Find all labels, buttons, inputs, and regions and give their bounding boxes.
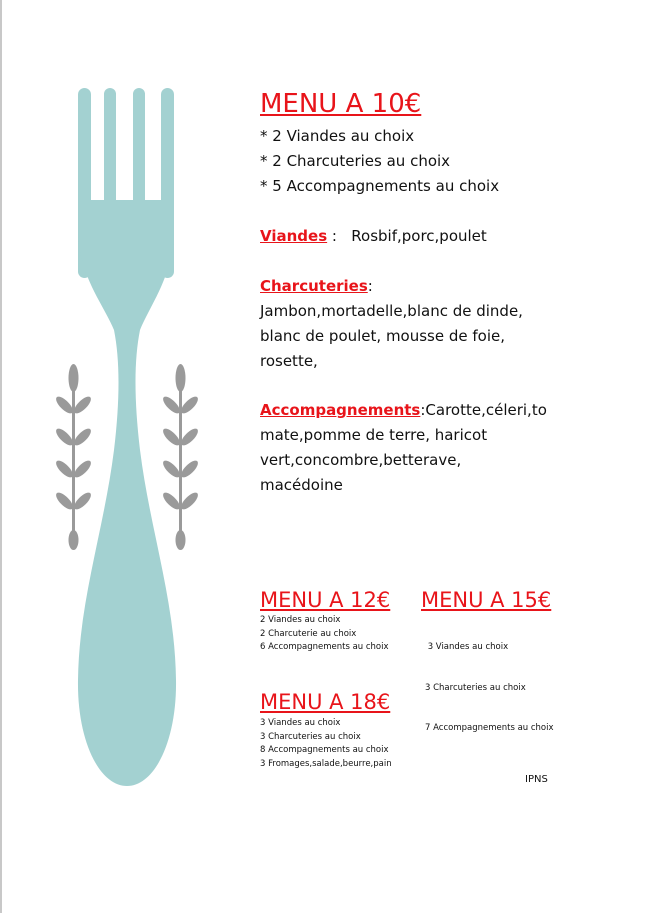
olive-branch-left <box>54 364 94 550</box>
menu15-item: 7 Accompagnements au choix <box>425 723 554 733</box>
menu18-items <box>260 717 392 771</box>
accompagnements-first: :Carotte,céleri,to <box>420 401 547 419</box>
menu12-item: 2 Viandes au choix <box>260 615 341 625</box>
charcuteries-line: rosette, <box>260 352 318 370</box>
ipns-label: IPNS <box>525 774 548 785</box>
menu15-item: 3 Viandes au choix <box>425 642 509 652</box>
fork-icon <box>78 88 176 786</box>
menu18-item: 3 Fromages,salade,beurre,pain <box>260 758 392 769</box>
accompagnements-line: vert,concombre,betterave, <box>260 451 462 469</box>
charcuteries-label: Charcuteries <box>260 277 368 295</box>
menu10-item: * 2 Viandes au choix <box>260 127 415 145</box>
charcuteries-sep: : <box>367 277 373 295</box>
menu12-title: MENU A 12€ <box>260 588 391 612</box>
accompagnements-section <box>260 398 547 498</box>
accompagnements-line: macédoine <box>260 476 343 494</box>
menu10-items <box>260 124 499 199</box>
menu15-item: 3 Charcuteries au choix <box>425 682 526 693</box>
menu12-item: 2 Charcuterie au choix <box>260 628 357 639</box>
menu10-title: MENU A 10€ <box>260 89 422 119</box>
charcuteries-line: blanc de poulet, mousse de foie, <box>260 327 506 345</box>
menu18-item: 8 Accompagnements au choix <box>260 745 389 755</box>
menu12-item: 6 Accompagnements au choix <box>260 642 389 652</box>
charcuteries-section <box>260 274 523 374</box>
menu15-title: MENU A 15€ <box>421 588 552 612</box>
menu18-item: 3 Charcuteries au choix <box>260 731 361 742</box>
menu18-title: MENU A 18€ <box>260 690 391 714</box>
menu10-item: * 5 Accompagnements au choix <box>260 177 500 195</box>
viandes-line <box>260 224 487 249</box>
menu18-item: 3 Viandes au choix <box>260 718 341 728</box>
viandes-label: Viandes <box>260 227 328 245</box>
menu12-items <box>260 614 389 655</box>
viandes-text: Rosbif,porc,poulet <box>351 227 487 245</box>
viandes-sep: : <box>327 227 337 245</box>
menu10-item: * 2 Charcuteries au choix <box>260 152 451 170</box>
olive-branch-right <box>161 364 201 550</box>
menu15-items <box>425 614 554 749</box>
accompagnements-line: mate,pomme de terre, haricot <box>260 426 488 444</box>
charcuteries-line: Jambon,mortadelle,blanc de dinde, <box>260 302 523 320</box>
accompagnements-label: Accompagnements <box>260 401 421 419</box>
fork-illustration <box>0 0 260 913</box>
